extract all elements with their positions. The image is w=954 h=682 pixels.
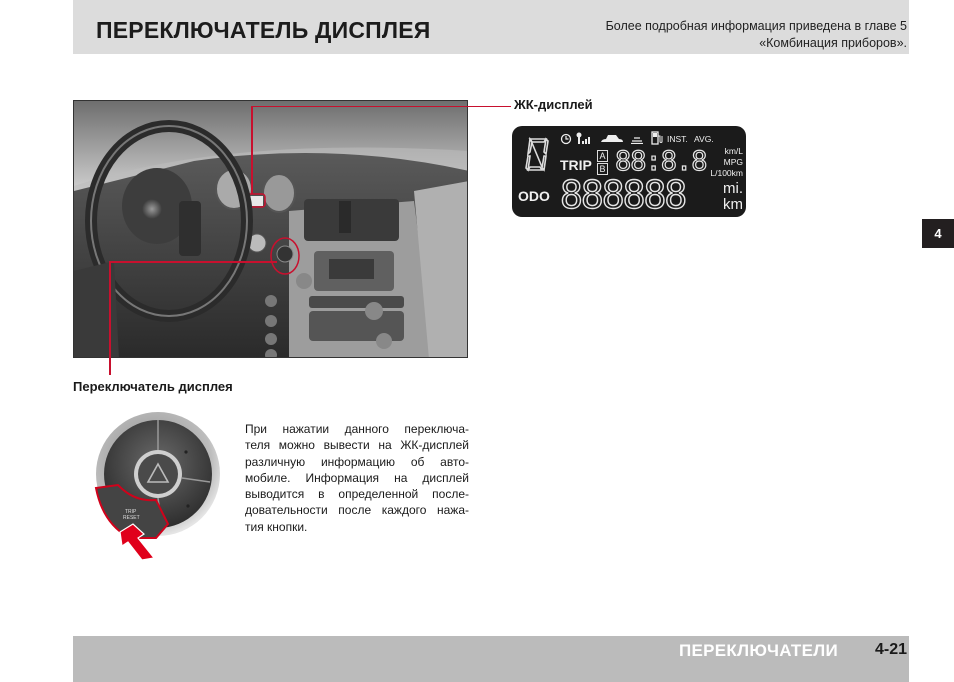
trip-reset-text-2: RESET (123, 515, 140, 521)
lcd-label: ЖК-дисплей (514, 97, 593, 112)
lcd-unit-mpg: MPG (723, 157, 743, 167)
display-switch-closeup (78, 412, 228, 562)
lcd-trip-a: A (597, 150, 608, 162)
road-icon (631, 136, 643, 144)
reference-note-line-2: «Комбинация приборов». (759, 36, 907, 50)
dashboard-photo (73, 100, 468, 358)
footer-section-name: ПЕРЕКЛЮЧАТЕЛИ (679, 641, 838, 660)
reference-note (606, 18, 907, 52)
lcd-display (512, 126, 746, 217)
description-line: различную информацию об авто- (245, 454, 469, 469)
lcd-trip-b: B (597, 163, 608, 175)
segment-digit-icon (525, 137, 549, 173)
page-title: ПЕРЕКЛЮЧАТЕЛЬ ДИСПЛЕЯ (96, 17, 431, 43)
description-line: тия кнопки. (245, 519, 308, 534)
trip-reset-text-1: TRIP (125, 509, 137, 515)
air-vent (304, 199, 399, 241)
lcd-trip-digits: 88:8.8 (615, 146, 707, 177)
switch-callout-line-vertical (109, 261, 111, 375)
page-number: 4-21 (875, 641, 908, 658)
chapter-tab[interactable]: 4 (922, 219, 954, 248)
lcd-inst-label: INST. (667, 134, 688, 144)
reference-note-line-1: Более подробная информация приведена в главе 5 (605, 19, 907, 33)
switch-callout-line-horizontal (109, 261, 277, 263)
lcd-odo-digits: 888888 (560, 173, 686, 217)
description-line: довательности после каждого нажа- (245, 503, 469, 518)
description-line: выводится в определенной после- (245, 487, 469, 502)
car-icon (600, 134, 624, 145)
lcd-callout-line-vertical (251, 106, 253, 194)
lcd-unit-km: km (723, 196, 743, 213)
fuel-pump-icon (651, 131, 663, 145)
dashboard-illustration (74, 101, 468, 358)
switch-label: Переключатель дисплея (73, 379, 233, 394)
display-switch-illustration (78, 412, 228, 562)
lcd-trip-label: TRIP (560, 157, 592, 173)
description-text (245, 421, 469, 535)
lcd-unit-mi: mi. (723, 180, 743, 197)
signal-icon (576, 132, 592, 145)
lcd-unit-l100km: L/100km (710, 168, 743, 178)
lcd-avg-label: AVG. (694, 134, 714, 144)
lcd-odo-label: ODO (518, 188, 550, 204)
description-line: мобиле. Информация на дисплей (245, 470, 469, 485)
description-line: При нажатии данного переключа- (245, 422, 469, 436)
lcd-unit-kml: km/L (724, 146, 743, 156)
description-line: теля можно вывести на ЖК-дисплей (245, 438, 469, 453)
clock-icon (560, 133, 572, 145)
hazard-button (138, 454, 178, 494)
lcd-callout-line-horizontal (251, 106, 511, 108)
